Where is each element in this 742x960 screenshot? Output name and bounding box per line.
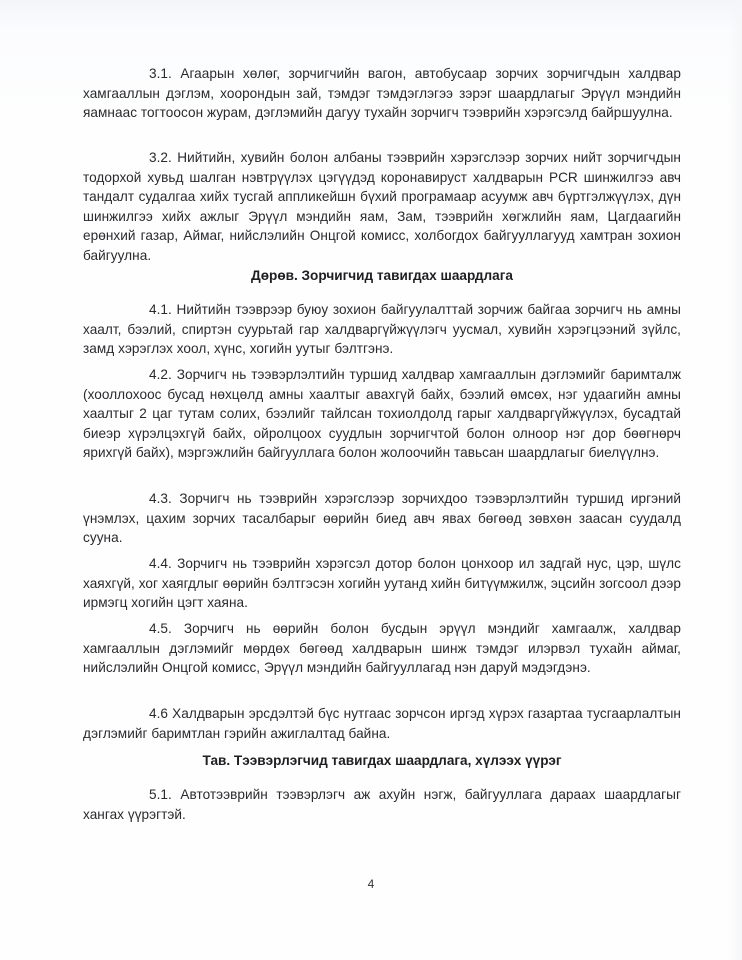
paragraph-4-1: 4.1. Нийтийн тээврээр буюу зохион байгуулалттай зорчиж байгаа зорчигч нь амны хаалт, бээлий, спиртэн суурьтай гар халдваргүйжүүлэгч уусмал, хувийн хэрэгцээний зүйлс, замд хэрэглэх хоол, хүнс, хогийн уутыг бэлтгэнэ. — [83, 302, 681, 357]
paragraph-4-4: 4.4. Зорчигч нь тээврийн хэрэгсэл дотор болон цонхоор ил задгай нус, цэр, шүлс хаяхгүй, хог хаягдлыг өөрийн бэлтгэсэн хогийн уутанд хийн битүүмжилж, эцсийн зогсоол дээр ирмэгц хогийн цэгт хаяна. — [83, 556, 681, 611]
section-heading-4: Дөрөв. Зорчигчид тавигдах шаардлага — [251, 268, 513, 283]
paragraph-4-3: 4.3. Зорчигч нь тээврийн хэрэгслээр зорчихдоо тээвэрлэлтийн туршид иргэний үнэмлэх, цахим зорчих тасалбарыг өөрийн биед авч явах бөгөөд зөвхөн заасан суудалд сууна. — [83, 491, 681, 546]
paragraph-3-1: 3.1. Агаарын хөлөг, зорчигчийн вагон, автобусаар зорчих зорчигчдын халдвар хамгааллын дэглэм, хоорондын зай, тэмдэг тэмдэглэгээ зэрэг шаардлагыг Эрүүл мэндийн яамнаас тогтоосон журам, дэглэмийн дагуу тухайн зорчигч тээврийн хэрэгсэлд байршуулна. — [83, 66, 681, 121]
section-heading-5: Тав. Тээвэрлэгчид тавигдах шаардлага, хүлээх үүрэг — [202, 753, 562, 768]
page-number: 4 — [367, 877, 375, 891]
paragraph-4-2: 4.2. Зорчигч нь тээвэрлэлтийн туршид халдвар хамгааллын дэглэмийг баримталж (хооллохоос бусад нөхцөлд амны хаалтыг авахгүй байх, бээлий өмсөх, нэг удаагийн амны хаалтыг 2 цаг тутам солих, бээлийг тайлсан тохиолдолд гарыг халдваргүйжүүлэх, бусадтай биеэр хүрэлцэхгүй байх, ойролцоох суудлын зорчигчтой болон олноор нэг дор бөөгнөрч ярихгүй байх), мэргэжлийн байгууллага болон жолоочийн тавьсан шаардлагыг биелүүлнэ. — [83, 367, 681, 461]
paragraph-5-1: 5.1. Автотээврийн тээвэрлэгч аж ахуйн нэгж, байгууллага дараах шаардлагыг хангах үүрэгтэй. — [83, 787, 681, 822]
paragraph-3-2: 3.2. Нийтийн, хувийн болон албаны тээврийн хэрэгслээр зорчих нийт зорчигчдын тодорхой хувьд шалган нэвтрүүлэх цэгүүдэд коронавируст халдварын PCR шинжилгээ авч тандалт судалгаа хийх тусгай аппликейшн бүхий програмаар асуумж авч бүртгэлжүүлэх, дүн шинжилгээ хийх ажлыг Эрүүл мэндийн яам, Зам, тээврийн хөгжлийн яам, Цагдаагийн ерөнхий газар, Аймаг, нийслэлийн Онцгой комисс, холбогдох байгууллагууд хамтран зохион байгуулна. — [83, 150, 681, 263]
paragraph-4-5: 4.5. Зорчигч нь өөрийн болон бусдын эрүүл мэндийг хамгаалж, халдвар хамгааллын дэглэмийг мөрдөх бөгөөд халдварын шинж тэмдэг илэрвэл тухайн аймаг, нийслэлийн Онцгой комисс, Эрүүл мэндийн байгууллагад нэн даруй мэдэгдэнэ. — [83, 621, 681, 676]
scan-edge — [728, 0, 742, 960]
paragraph-4-6: 4.6 Халдварын эрсдэлтэй бүс нутгаас зорчсон иргэд хүрэх газартаа тусгаарлалтын дэглэмийг баримтлан гэрийн ажиглалтад байна. — [83, 706, 681, 741]
